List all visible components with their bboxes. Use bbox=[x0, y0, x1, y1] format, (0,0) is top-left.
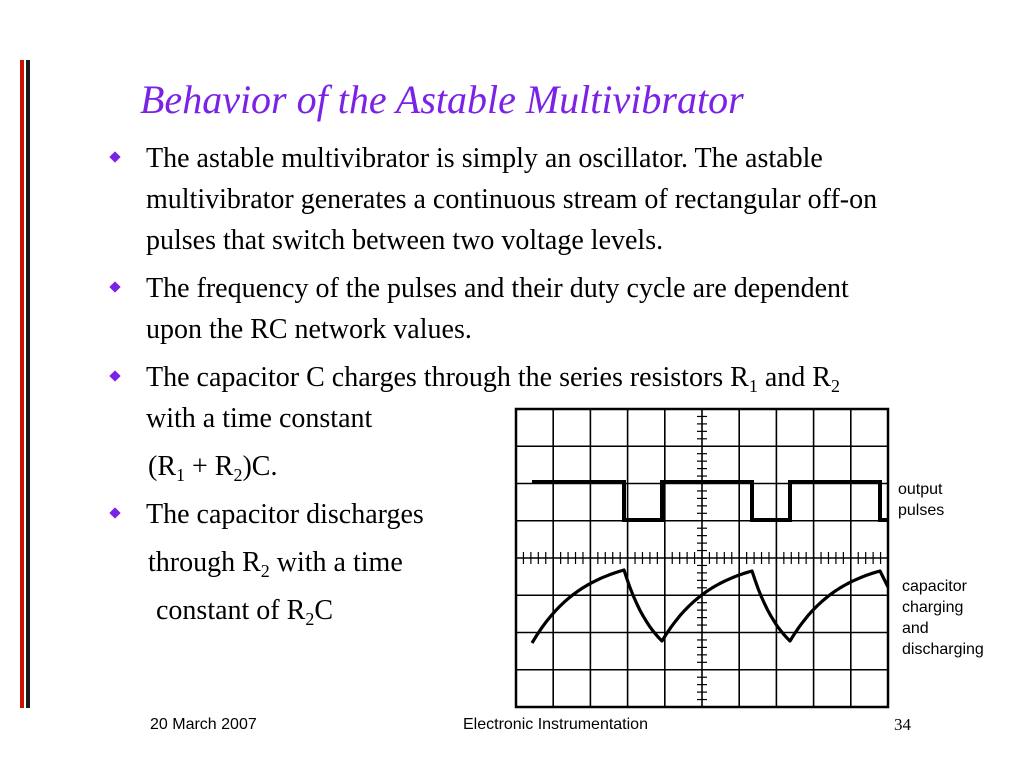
text-run: (R bbox=[148, 451, 176, 482]
bullet-line: The frequency of the pulses and their duty cycle are dependent bbox=[146, 273, 849, 304]
footer-course: Electronic Instrumentation bbox=[463, 716, 648, 733]
text-run: The capacitor C charges through the series resistors R bbox=[146, 362, 749, 393]
text-run: + R bbox=[185, 451, 234, 482]
bullet-line: upon the RC network values. bbox=[146, 314, 472, 345]
bullet-line: with a time constant bbox=[146, 403, 373, 434]
bullet-line: The astable multivibrator is simply an oscillator. The astable bbox=[146, 143, 823, 174]
bullet-line: multivibrator generates a continuous stream of rectangular off-on bbox=[146, 184, 878, 215]
text-run: through R bbox=[148, 547, 261, 578]
subscript: 2 bbox=[305, 609, 315, 629]
bullet-line: pulses that switch between two voltage levels. bbox=[146, 225, 664, 256]
output-pulses-label: output pulses bbox=[898, 481, 945, 519]
text-run: )C. bbox=[242, 451, 278, 482]
left-accent-bar-red bbox=[20, 60, 24, 708]
subscript: 1 bbox=[176, 465, 185, 485]
diamond-bullet-icon bbox=[109, 151, 120, 162]
capacitor-label: capacitor charging and discharging bbox=[902, 578, 984, 658]
subscript: 2 bbox=[233, 465, 243, 485]
subscript: 1 bbox=[748, 376, 758, 396]
subscript: 2 bbox=[260, 561, 270, 581]
diamond-bullet-icon bbox=[109, 370, 120, 381]
slide-title: Behavior of the Astable Multivibrator bbox=[140, 77, 744, 122]
oscilloscope-screen bbox=[512, 405, 892, 710]
bullet-line bbox=[146, 357, 1014, 398]
diamond-bullet-icon bbox=[109, 281, 120, 292]
oscilloscope-waveform-figure bbox=[512, 405, 984, 715]
bullet-line: The capacitor discharges bbox=[146, 499, 424, 530]
footer-date: 20 March 2007 bbox=[150, 716, 257, 733]
page-number: 34 bbox=[894, 715, 911, 734]
text-run: C bbox=[314, 595, 333, 626]
bullet-item bbox=[104, 138, 1014, 261]
subscript: 2 bbox=[830, 376, 840, 396]
text-run: and R bbox=[757, 362, 831, 393]
diamond-bullet-icon bbox=[109, 507, 120, 518]
text-run: with a time bbox=[269, 547, 403, 578]
bullet-item bbox=[104, 268, 1014, 350]
left-accent-bar-dark bbox=[26, 60, 30, 708]
text-run: constant of R bbox=[156, 595, 306, 626]
